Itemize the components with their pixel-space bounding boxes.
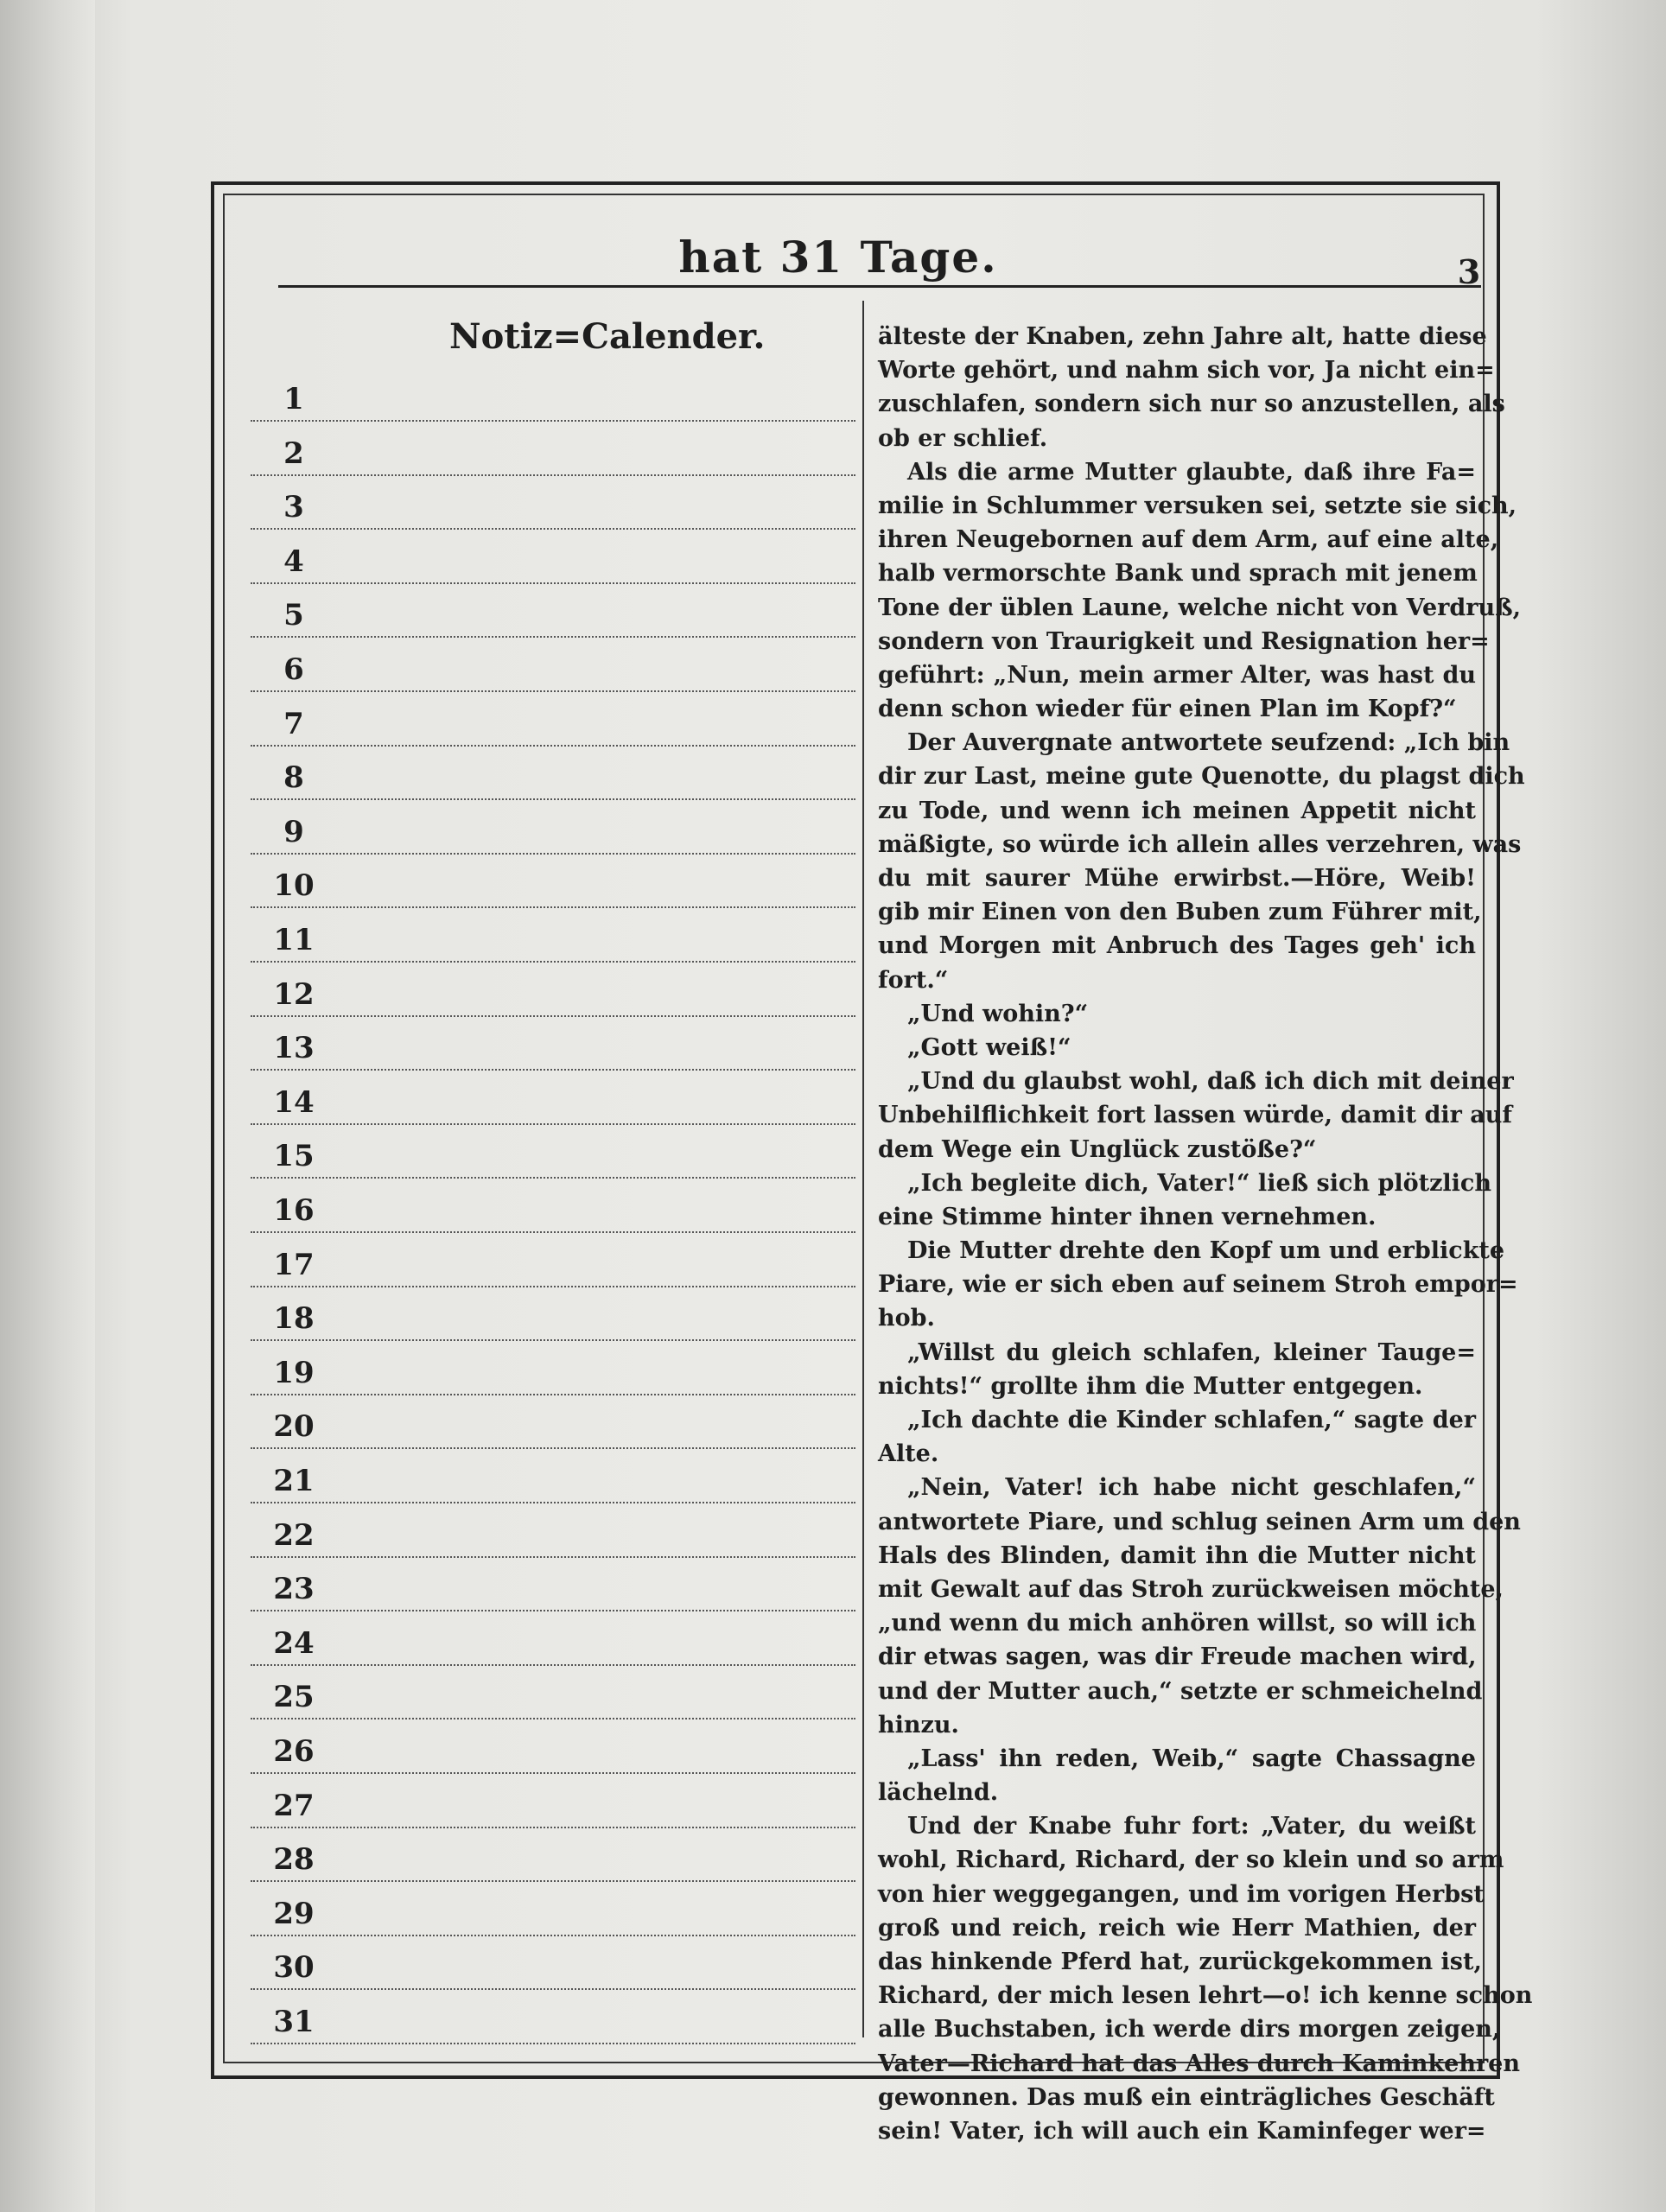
story-line: antwortete Piare, und schlug seinen Arm um den bbox=[878, 1508, 1521, 1535]
story-line: nichts!“ grollte ihm die Mutter entgegen. bbox=[878, 1372, 1423, 1400]
story-line: und Morgen mit Anbruch des Tages geh' ich bbox=[878, 932, 1476, 960]
story-line: „Und du glaubst wohl, daß ich dich mit deiner bbox=[907, 1068, 1514, 1096]
story-line: geführt: „Nun, mein armer Alter, was hast du bbox=[878, 661, 1476, 689]
calendar-day-number: 16 bbox=[273, 1193, 315, 1228]
story-line: Vater—Richard hat das Alles durch Kaminkehren bbox=[878, 2050, 1520, 2077]
story-line: dir zur Last, meine gute Quenotte, du plagst dich bbox=[878, 763, 1525, 791]
story-line: Piare, wie er sich eben auf seinem Stroh empor= bbox=[878, 1271, 1518, 1299]
story-line: zu Tode, und wenn ich meinen Appetit nicht bbox=[878, 797, 1476, 824]
notiz-calendar-title: Notiz=Calender. bbox=[449, 316, 766, 357]
story-line: „Nein, Vater! ich habe nicht geschlafen,“ bbox=[907, 1474, 1476, 1502]
calendar-day-row bbox=[251, 529, 855, 584]
calendar-day-row bbox=[251, 1827, 855, 1882]
calendar-day-row bbox=[251, 1394, 855, 1449]
calendar-day-row bbox=[251, 366, 855, 422]
book-spine-shadow bbox=[0, 0, 95, 2212]
calendar-day-number: 18 bbox=[273, 1301, 315, 1337]
calendar-day-row bbox=[251, 1611, 855, 1666]
calendar-day-number: 7 bbox=[283, 706, 304, 741]
story-line: eine Stimme hinter ihnen vernehmen. bbox=[878, 1203, 1377, 1230]
story-line: Alte. bbox=[878, 1440, 939, 1468]
calendar-day-row bbox=[251, 745, 855, 800]
calendar-day-number: 26 bbox=[273, 1734, 315, 1769]
story-line: lächelnd. bbox=[878, 1779, 999, 1807]
calendar-day-number: 22 bbox=[273, 1517, 315, 1553]
calendar-day-row bbox=[251, 1123, 855, 1179]
calendar-day-number: 14 bbox=[273, 1084, 315, 1120]
calendar-day-row bbox=[251, 1773, 855, 1828]
calendar-day-number: 9 bbox=[283, 814, 304, 849]
story-line: „Ich begleite dich, Vater!“ ließ sich plötzlich bbox=[907, 1169, 1492, 1197]
story-line: fort.“ bbox=[878, 966, 949, 994]
calendar-day-number: 24 bbox=[273, 1625, 315, 1661]
story-line: von hier weggegangen, und im vorigen Herbst bbox=[878, 1880, 1485, 1908]
story-line: Und der Knabe fuhr fort: „Vater, du weißt bbox=[907, 1813, 1476, 1840]
story-line: „Willst du gleich schlafen, kleiner Tauge= bbox=[907, 1338, 1476, 1366]
story-line: hob. bbox=[878, 1305, 935, 1332]
story-line: ihren Neugebornen auf dem Arm, auf eine alte, bbox=[878, 526, 1499, 554]
story-line: ob er schlief. bbox=[878, 424, 1048, 452]
calendar-day-row bbox=[251, 1556, 855, 1611]
calendar-day-number: 15 bbox=[273, 1139, 315, 1174]
calendar-day-number: 13 bbox=[273, 1031, 315, 1066]
story-line: wohl, Richard, Richard, der so klein und so arm bbox=[878, 1847, 1504, 1874]
calendar-day-number: 11 bbox=[273, 923, 315, 957]
calendar-day-row bbox=[251, 582, 855, 638]
story-line: mit Gewalt auf das Stroh zurückweisen möchte, bbox=[878, 1575, 1504, 1603]
calendar-day-number: 28 bbox=[273, 1842, 315, 1878]
story-line: „Lass' ihn reden, Weib,“ sagte Chassagne bbox=[907, 1745, 1476, 1772]
calendar-day-number: 20 bbox=[273, 1409, 315, 1445]
story-line: Richard, der mich lesen lehrt—o! ich kenne schon bbox=[878, 1982, 1533, 2010]
calendar-day-row bbox=[251, 474, 855, 530]
story-line: älteste der Knaben, zehn Jahre alt, hatte diese bbox=[878, 323, 1487, 350]
calendar-day-number: 17 bbox=[273, 1247, 315, 1282]
story-line: Tone der üblen Laune, welche nicht von Verdruß, bbox=[878, 594, 1521, 621]
column-divider bbox=[862, 301, 864, 2037]
story-line: mäßigte, so würde ich allein alles verzehren, was bbox=[878, 830, 1522, 858]
story-line: „Gott weiß!“ bbox=[907, 1033, 1071, 1061]
calendar-day-number: 23 bbox=[273, 1572, 315, 1607]
calendar-day-number: 25 bbox=[273, 1680, 315, 1715]
calendar-day-row bbox=[251, 799, 855, 855]
calendar-day-number: 2 bbox=[283, 435, 304, 471]
calendar-day-row bbox=[251, 1070, 855, 1125]
calendar-day-number: 29 bbox=[273, 1896, 315, 1931]
story-line: hinzu. bbox=[878, 1711, 959, 1738]
story-line: Der Auvergnate antwortete seufzend: „Ich bin bbox=[907, 729, 1510, 757]
calendar-day-row bbox=[251, 1989, 855, 2044]
story-line: Unbehilflichkeit fort lassen würde, damit dir auf bbox=[878, 1102, 1512, 1129]
calendar-day-number: 4 bbox=[283, 543, 304, 579]
calendar-day-number: 21 bbox=[273, 1464, 315, 1498]
calendar-day-row bbox=[251, 853, 855, 908]
calendar-day-number: 10 bbox=[273, 868, 315, 904]
calendar-day-row bbox=[251, 1232, 855, 1287]
story-line: zuschlafen, sondern sich nur so anzustellen, als bbox=[878, 391, 1505, 418]
calendar-day-number: 8 bbox=[283, 760, 304, 796]
calendar-day-row bbox=[251, 907, 855, 963]
calendar-day-row bbox=[251, 962, 855, 1017]
story-line: dem Wege ein Unglück zustöße?“ bbox=[878, 1135, 1317, 1163]
page-number: 3 bbox=[1457, 252, 1481, 291]
calendar-day-row bbox=[251, 1935, 855, 1990]
story-line: Worte gehört, und nahm sich vor, Ja nicht ein= bbox=[878, 357, 1495, 385]
calendar-day-row bbox=[251, 637, 855, 692]
calendar-day-number: 27 bbox=[273, 1788, 315, 1823]
story-line: und der Mutter auch,“ setzte er schmeichelnd bbox=[878, 1677, 1483, 1705]
story-line: gewonnen. Das muß ein einträgliches Geschäft bbox=[878, 2083, 1495, 2111]
calendar-day-row bbox=[251, 1340, 855, 1395]
story-line: „und wenn du mich anhören willst, so will ich bbox=[878, 1610, 1477, 1637]
running-head: hat 31 Tage. bbox=[678, 232, 998, 283]
story-line: Hals des Blinden, damit ihn die Mutter nicht bbox=[878, 1541, 1476, 1569]
calendar-day-row bbox=[251, 1664, 855, 1719]
story-line: Die Mutter drehte den Kopf um und erblickte bbox=[907, 1237, 1505, 1265]
calendar-day-number: 3 bbox=[283, 490, 304, 525]
calendar-day-number: 30 bbox=[273, 1950, 315, 1986]
calendar-day-row bbox=[251, 1178, 855, 1233]
story-line: alle Buchstaben, ich werde dirs morgen zeigen, bbox=[878, 2016, 1501, 2044]
calendar-day-row bbox=[251, 691, 855, 747]
calendar-day-row bbox=[251, 1015, 855, 1071]
calendar-day-number: 31 bbox=[273, 2005, 315, 2039]
story-line: „Ich dachte die Kinder schlafen,“ sagte der bbox=[907, 1407, 1476, 1433]
calendar-day-number: 5 bbox=[283, 598, 304, 633]
calendar-day-number: 12 bbox=[273, 976, 315, 1012]
story-line: „Und wohin?“ bbox=[907, 1000, 1089, 1027]
story-line: denn schon wieder für einen Plan im Kopf?“ bbox=[878, 696, 1457, 723]
story-line: sondern von Traurigkeit und Resignation her= bbox=[878, 627, 1490, 655]
calendar-day-row bbox=[251, 1503, 855, 1558]
calendar-day-row bbox=[251, 1448, 855, 1503]
calendar-day-number: 19 bbox=[273, 1355, 315, 1390]
story-line: halb vermorschte Bank und sprach mit jenem bbox=[878, 560, 1478, 588]
story-line: Als die arme Mutter glaubte, daß ihre Fa= bbox=[907, 458, 1476, 486]
calendar-day-row bbox=[251, 1719, 855, 1774]
calendar-day-row bbox=[251, 421, 855, 476]
header-rule bbox=[278, 285, 1481, 288]
story-column bbox=[878, 320, 1533, 2145]
story-line: groß und reich, reich wie Herr Mathien, der bbox=[878, 1914, 1476, 1942]
story-line: du mit saurer Mühe erwirbst.—Höre, Weib! bbox=[878, 865, 1476, 892]
story-line: sein! Vater, ich will auch ein Kaminfeger wer= bbox=[878, 2117, 1486, 2145]
calendar-day-number: 1 bbox=[283, 382, 304, 416]
calendar-day-number: 6 bbox=[283, 652, 304, 687]
calendar-day-row bbox=[251, 1881, 855, 1936]
story-line: das hinkende Pferd hat, zurückgekommen ist, bbox=[878, 1948, 1482, 1975]
calendar-day-row bbox=[251, 1286, 855, 1341]
story-line: dir etwas sagen, was dir Freude machen wird, bbox=[878, 1643, 1477, 1671]
story-line: gib mir Einen von den Buben zum Führer mit, bbox=[878, 899, 1482, 926]
story-line: milie in Schlummer versuken sei, setzte sie sich, bbox=[878, 492, 1517, 519]
